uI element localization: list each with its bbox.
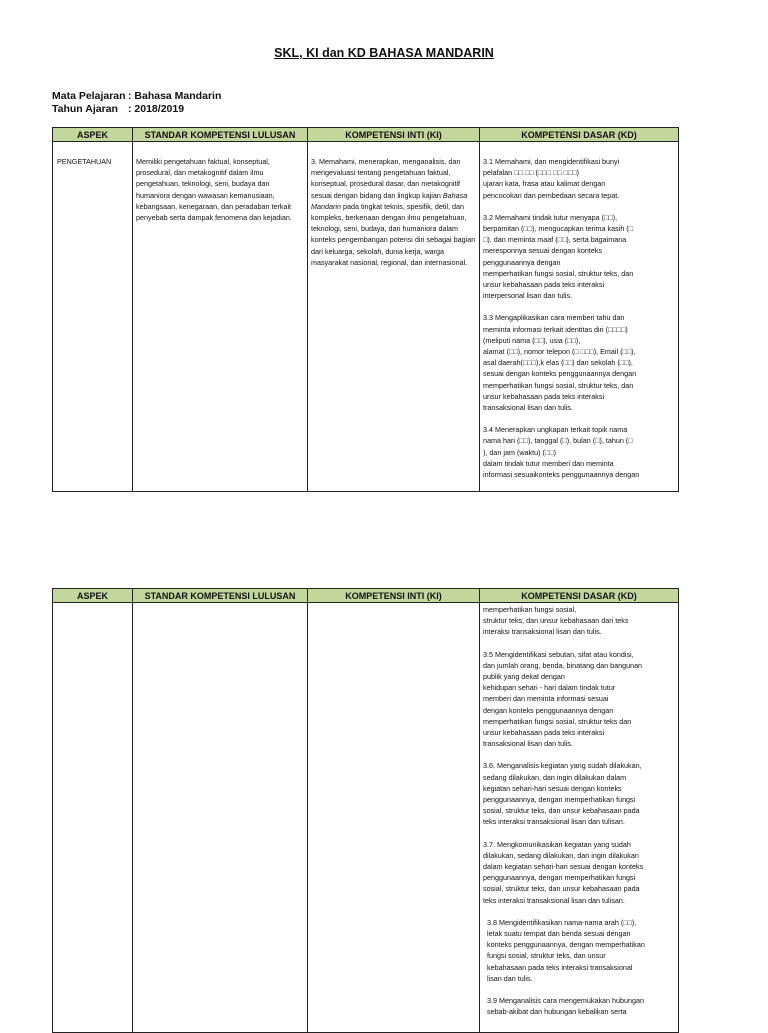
year-value: : 2018/2019 <box>128 103 185 115</box>
header-aspek: ASPEK <box>53 589 133 603</box>
ki-cell <box>308 142 480 492</box>
subject-label: Mata Pelajaran <box>52 90 126 102</box>
competency-table-1 <box>52 127 679 492</box>
subject-value: : Bahasa Mandarin <box>128 90 222 102</box>
kd-item: 3.7. Mengkomunikasikan kegiatan yang sudah dilakukan, sedang dilakukan, dan ingin dilakukan dalam kegiatan sehari-hari sesuai dengan konteks penggunaannya, dengan memperhatikan fungsi sosial, struktur teks, dan unsur kebahasaan pada teks interaksi transaksional lisan dan tulisan. <box>483 839 644 905</box>
header-skl: STANDAR KOMPETENSI LULUSAN <box>133 589 308 603</box>
aspek-text: PENGETAHUAN <box>57 157 112 166</box>
ki-text <box>308 142 479 268</box>
kd-item: memperhatikan fungsi sosial, struktur teks, dan unsur kebahasaan dari teks interaksi transaksional lisan dan tulis. <box>483 605 629 637</box>
kd-cell <box>480 603 679 1033</box>
meta-year <box>52 103 184 115</box>
table-row <box>53 142 679 492</box>
meta-subject <box>52 90 221 102</box>
ki-text-italic: Bahasa Mandarin <box>311 190 468 211</box>
header-aspek: ASPEK <box>53 128 133 142</box>
kd-list <box>480 142 678 480</box>
competency-table-2 <box>52 588 679 1033</box>
ki-cell <box>308 603 480 1033</box>
kd-item: 3.3 Mengaplikasikan cara memberi tahu dan meminta informasi terkait identitas diri (□□□□) (meliputi nama (□□), usia (□□), alamat (□□), nomor telepon (□ □□□), Email (□□), asal daerah(□□□),k elas (□□) dan sekolah (□□), sesuai dengan konteks penggunaannya dengan memperhatikan fungsi sosial, struktur teks, dan unsur kebahasaan pada teks interaksi transaksional lisan dan tulis. <box>483 313 637 413</box>
ki-text-part1: 3. Memahami, menerapkan, menganalisis, dan mengevaluasi tentang pengetahuan faktual, konseptual, prosedural dasar, dan metakognitif sesuai dengan bidang dan lingkup kajian <box>311 157 461 200</box>
kd-item: 3.9 Menganalisis cara mengemukakan hubungan sebab-akibat dan hubungan kebalikan serta <box>487 996 645 1017</box>
table-header-row <box>53 589 679 603</box>
year-label: Tahun Ajaran <box>52 103 118 115</box>
kd-cell <box>480 142 679 492</box>
kd-item: 3.2 Memahami tindak tutur menyapa (□□), berpamitan (□□), mengucapkan terima kasih (□ □), dan meminta maaf (□□), serta bagaimana meresponnya sesuai dengan konteks penggunaannya dengan memperhatikan fungsi sosial, struktur teks, dan unsur kebahasaan pada teks interaksi interpersonal lisan dan tulis. <box>483 212 634 301</box>
ki-text-part2: pada tingkat teknis, spesifik, detil, dan kompleks, berkenaan dengan ilmu pengetahuan, teknologi, seni, budaya, dan humaniora dalam konteks pengembangan potensi diri sebagai bagian dari keluarga, sekolah, dunia kerja, warga masyarakat nasional, regional, dan internasional. <box>311 201 476 267</box>
kd-item: 3.1 Memahami, dan mengidentifikasi bunyi pelafalan □□ □□ (□□□ □□ □□□) ujaran kata, frasa atau kalimat dengan pencocokan dan pembedaan secara tepat. <box>483 157 620 200</box>
page-title: SKL, KI dan KD BAHASA MANDARIN <box>274 46 494 60</box>
kd-item: 3.6. Menganalisis kegiatan yang sudah dilakukan, sedang dilakukan, dan ingin dilakukan dalam kegiatan sehari-hari sesuai dengan konteks penggunaannya, dengan memperhatikan fungsi sosial, struktur teks, dan unsur kebahasaan pada teks interaksi transaksional lisan dan tulisan. <box>483 761 642 827</box>
skl-cell <box>133 142 308 492</box>
header-ki: KOMPETENSI INTI (KI) <box>308 128 480 142</box>
header-ki: KOMPETENSI INTI (KI) <box>308 589 480 603</box>
kd-item: 3.8 Mengidentifikasikan nama-nama arah (□□), letak suatu tempat dan benda sesuai dengan konteks penggunaannya, dengan memperhatikan fungsi sosial, struktur teks, dan unsur kebahasaan pada teks interaksi transaksional lisan dan tulis. <box>487 917 645 983</box>
skl-text: Memiliki pengetahuan faktual, konseptual, prosedural, dan metakognitif dalam ilmu pengetahuan, teknologi, seni, budaya dan humaniora dengan wawasan kemanusiaan, kebangsaan, kenegaraan, dan peradaban terkait penyebab serta dampak fenomena dan kejadian. <box>136 157 292 223</box>
table-header-row <box>53 128 679 142</box>
header-skl: STANDAR KOMPETENSI LULUSAN <box>133 128 308 142</box>
aspek-cell <box>53 142 133 492</box>
header-kd: KOMPETENSI DASAR (KD) <box>480 128 679 142</box>
table-row <box>53 603 679 1033</box>
kd-item: 3.5 Mengidentifikasi sebutan, sifat atau kondisi, dan jumlah orang, benda, binatang dan bangunan publik yang dekat dengan kehidupan sehari - hari dalam tindak tutur memberi dan meminta informasi sesuai dengan konteks penggunaannya dengan memperhatikan fungsi sosial, struktur teks dan unsur kebahasaan pada teks interaksi transaksional lisan dan tulis. <box>483 649 643 749</box>
kd-list <box>480 603 678 1018</box>
skl-cell <box>133 603 308 1033</box>
kd-item: 3.4 Menerapkan ungkapan terkait topik nama nama hari (□□), tanggal (□), bulan (□), tahun (□ ), dan jam (waktu) (□□) dalam tindak tutur memberi dan meminta informasi sesuaikonteks penggunaannya dengan <box>483 425 640 480</box>
aspek-cell <box>53 603 133 1033</box>
header-kd: KOMPETENSI DASAR (KD) <box>480 589 679 603</box>
